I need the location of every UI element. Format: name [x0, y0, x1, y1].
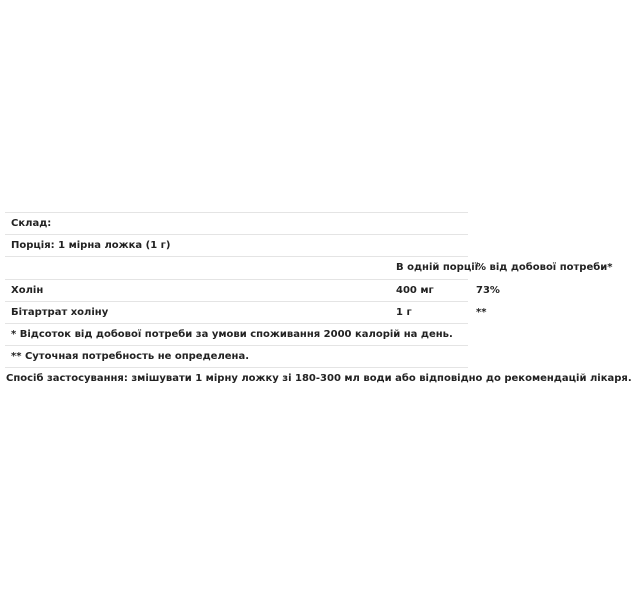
footnote-daily-value: * Відсоток від добової потреби за умови споживання 2000 калорій на день.	[5, 324, 468, 346]
ingredient-daily-value: 73%	[476, 285, 500, 296]
table-row	[5, 302, 468, 324]
ingredient-daily-value: **	[476, 307, 487, 318]
serving-size-row	[5, 235, 468, 257]
serving-size: Порція: 1 мірна ложка (1 г)	[5, 235, 468, 257]
daily-value-header: % від добової потреби*	[476, 262, 613, 273]
footnote-row	[5, 324, 468, 346]
usage-instructions: Спосіб застосування: змішувати 1 мірну ложку зі 180-300 мл води або відповідно до рекомендацій лікаря.	[6, 373, 632, 384]
column-header-row	[5, 257, 468, 280]
ingredient-amount: 1 г	[396, 307, 412, 318]
ingredient-name: Бітартрат холіну	[11, 307, 109, 318]
ingredient-amount: 400 мг	[396, 285, 434, 296]
composition-heading: Склад:	[5, 213, 468, 235]
table-row	[5, 280, 468, 302]
composition-heading-row	[5, 213, 468, 235]
supplement-facts-table	[5, 212, 613, 368]
ingredient-name: Холін	[11, 285, 44, 296]
footnote-row	[5, 346, 468, 368]
per-serving-header: В одній порції	[396, 262, 479, 273]
footnote-not-established: ** Суточная потребность не определена.	[5, 346, 468, 368]
